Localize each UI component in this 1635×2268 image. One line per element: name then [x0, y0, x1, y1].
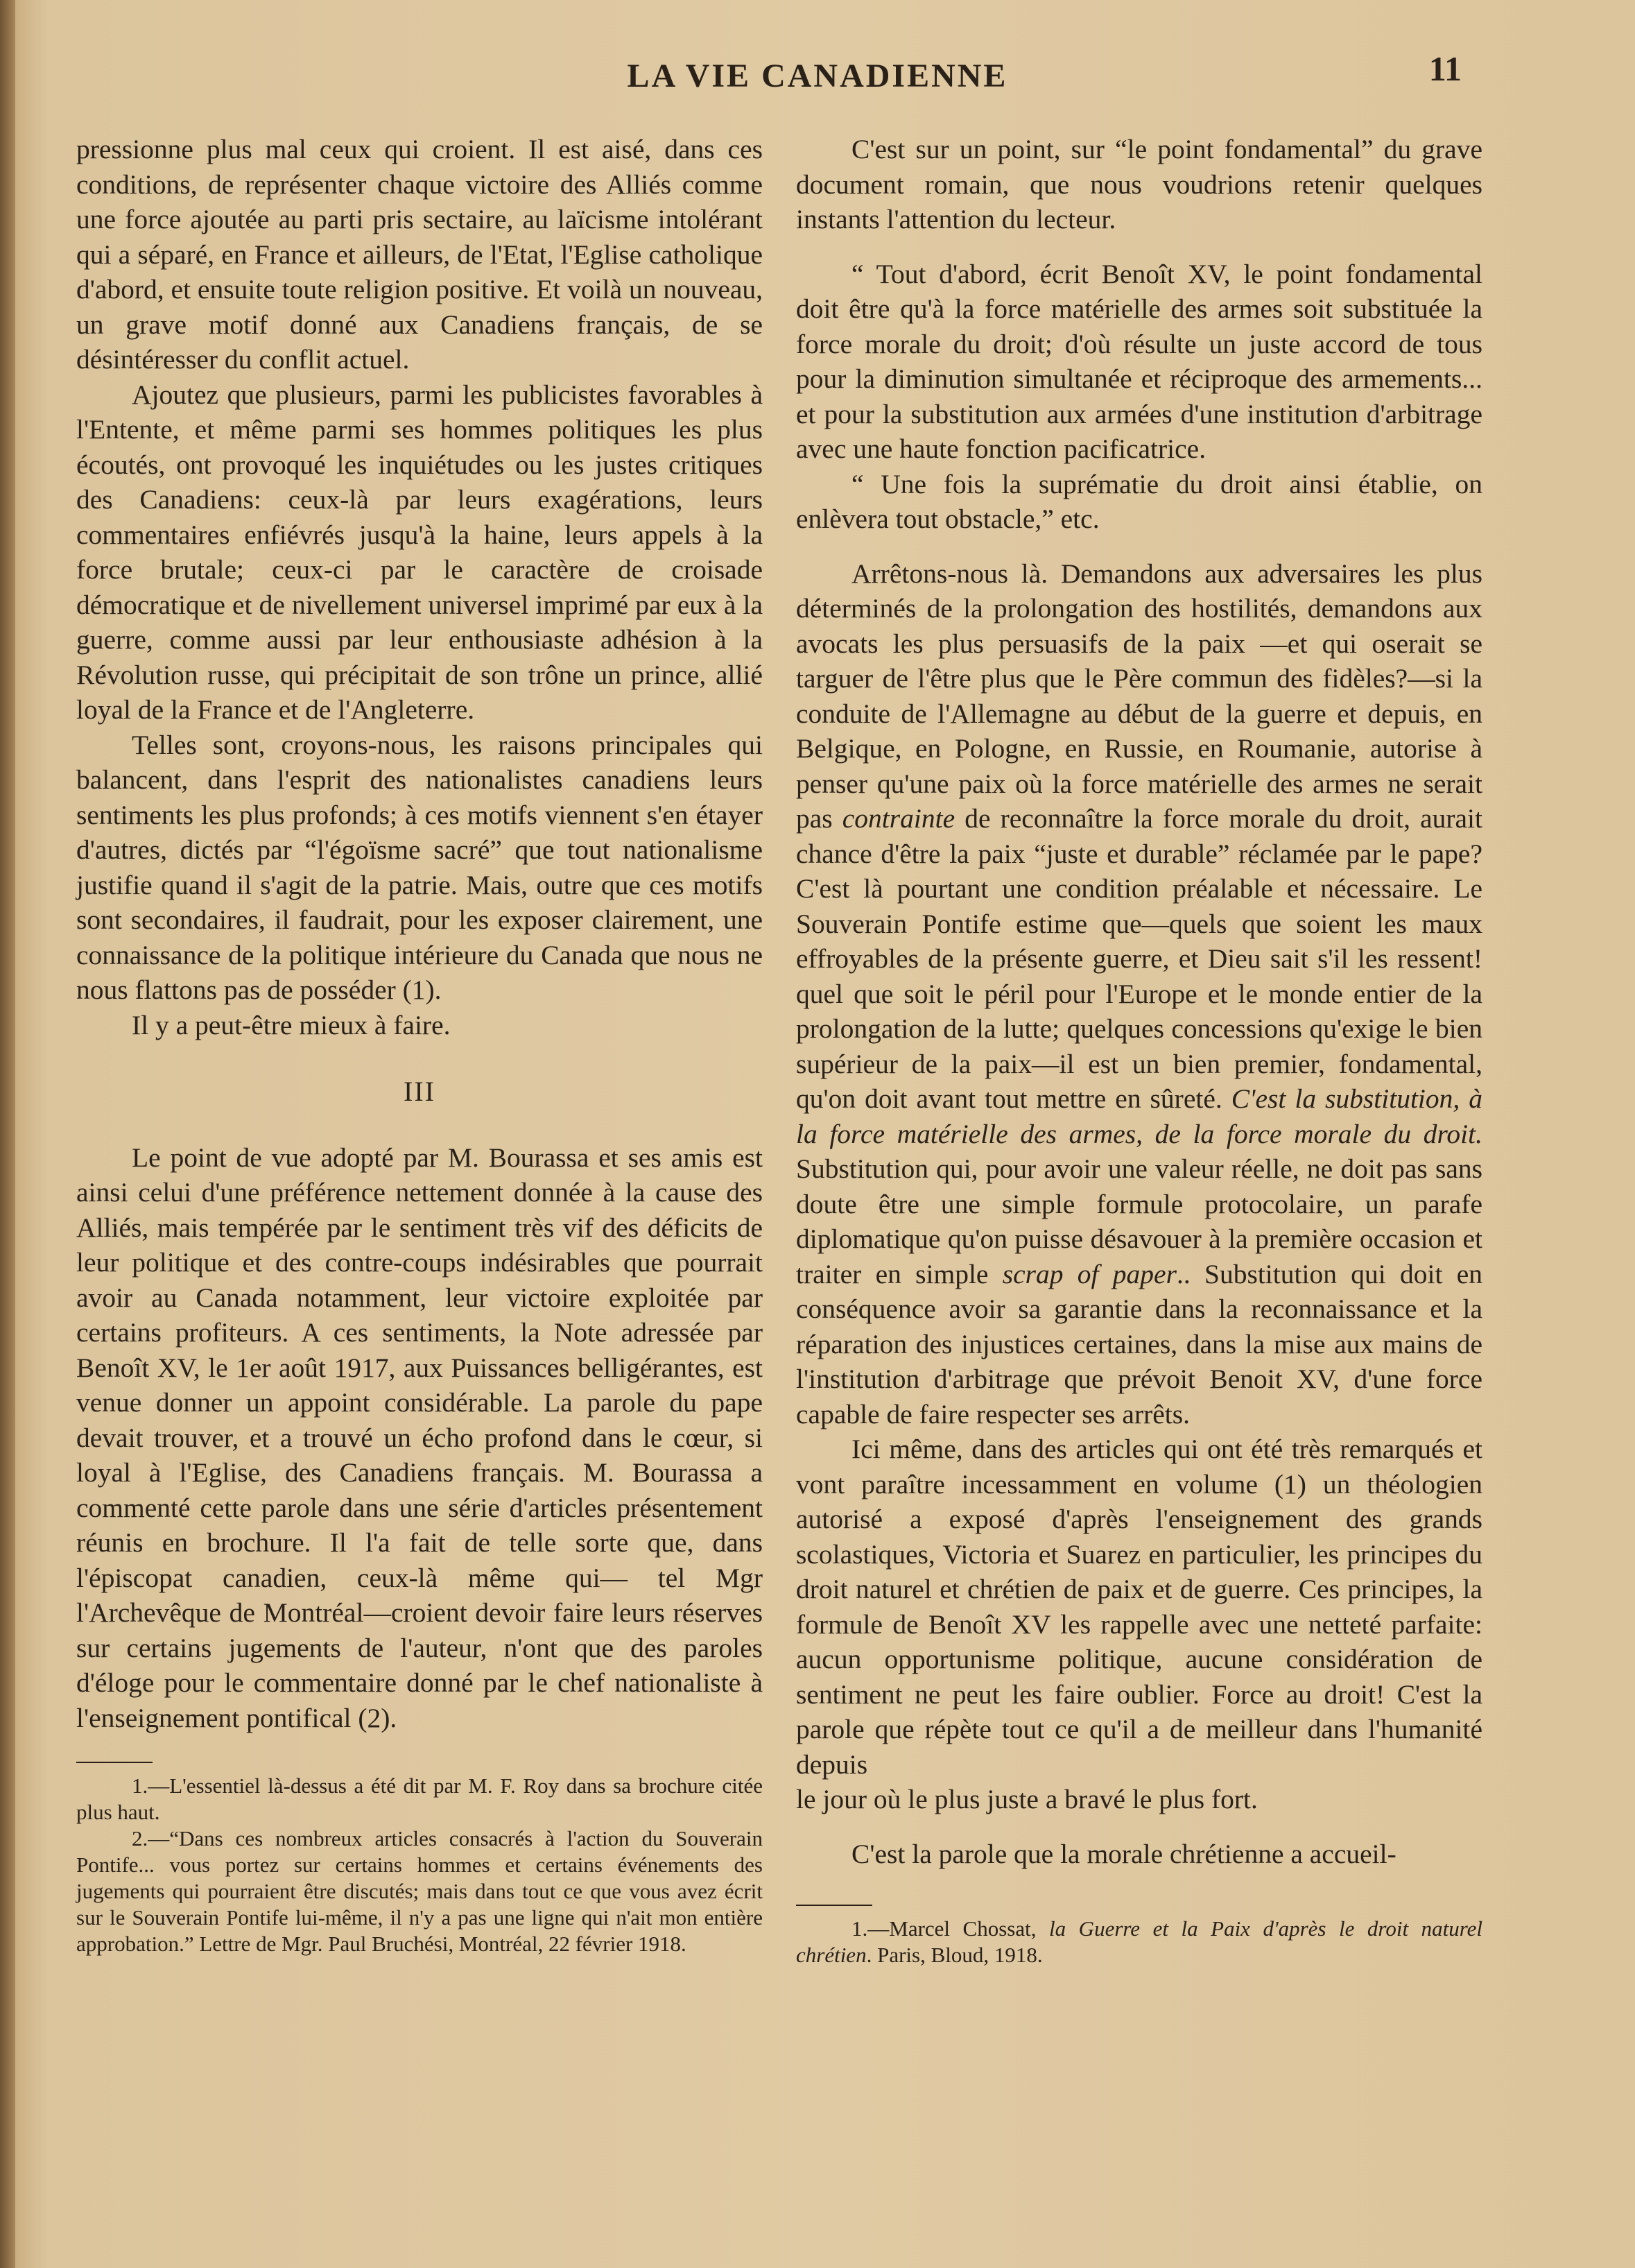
- running-head: LA VIE CANADIENNE: [627, 58, 1008, 94]
- paragraph: Le point de vue adopté par M. Bourassa et ses amis est ainsi celui d'une préférence nettement donnée à la cause des Alliés, mais tempérée par le sentiment très vif des déficits de leur politique et des contre-coups indésirables que pourrait avoir au Canada notamment, leur victoire exploitée par certains profiteurs. A ces sentiments, la Note adressée par Benoît XV, le 1er août 1917, aux Puissances belligérantes, est venue donner un appoint considérable. La parole du pape devait trouver, et a trouvé un écho profond dans le cœur, si loyal à l'Eglise, des Canadiens français. M. Bourassa a commenté cette parole dans une série d'articles présentement réunis en brochure. Il l'a fait de telle sorte que, dans l'épiscopat canadien, ceux-là même qui— tel Mgr l'Archevêque de Montréal—croient devoir faire leurs réserves sur certains jugements de l'auteur, n'ont que des paroles d'éloge pour le commentaire donné par le chef nationaliste à l'enseignement pontifical (2).: [76, 1142, 763, 1733]
- paragraph: C'est sur un point, sur “le point fondamental” du grave document romain, que nous voudrions retenir quelques instants l'attention du lecteur.: [796, 134, 1482, 234]
- footnote: 2.—“Dans ces nombreux articles consacrés à l'action du Souverain Pontife... vous portez sur certains hommes et certains événements des jugements qui pourraient être discutés; mais dans tout ce que vous avez écrit sur le Souverain Pontife lui-même, il n'y a pas une ligne qui n'ait mon entière approbation.” Lettre de Mgr. Paul Bruchési, Montréal, 22 février 1918.: [76, 1826, 763, 1956]
- paragraph: Ajoutez que plusieurs, parmi les publicistes favorables à l'Entente, et même parmi ses hommes politiques les plus écoutés, ont provoqué les inquiétudes ou les justes critiques des Canadiens: ceux-là par leurs exagérations, leurs commentaires enfiévrés jusqu'à la haine, leurs appels à la force brutale; ceux-ci par le caractère de croisade démocratique et de nivellement universel imprimé par eux à la guerre, comme aussi par leur enthousiaste adhésion à la Révolution russe, qui précipitait de son trône un prince, allié loyal de la France et de l'Angleterre.: [76, 379, 763, 725]
- left-column: [76, 132, 763, 1957]
- quotation-paragraph: “ Tout d'abord, écrit Benoît XV, le point fondamental doit être qu'à la force matérielle des armes soit substituée la force morale du droit; d'où résulte un juste accord de tous pour la diminution simultanée et réciproque des armements... et pour la substitution aux armées d'une institution d'arbitrage avec une haute fonction pacificatrice.: [796, 258, 1482, 464]
- text-run: 1.—Marcel Chossat,: [851, 1916, 1050, 1941]
- paragraph: Ici même, dans des articles qui ont été très remarqués et vont paraître incessamment en volume (1) un théologien autorisé a exposé d'après l'enseignement des grands scolastiques, Victoria et Suarez en particulier, les principes du droit naturel et chrétien de paix et de guerre. Ces principes, la formule de Benoît XV les rappelle avec une netteté parfaite: aucun opportunisme politique, aucune considération de sentiment ne peut les faire oublier. Force au droit! C'est la parole que répète tout ce qu'il a de meilleur dans l'humanité depuis: [796, 1434, 1482, 1780]
- quotation-paragraph: “ Une fois la suprématie du droit ainsi établie, on enlèvera tout obstacle,” etc.: [796, 468, 1482, 534]
- text-run: . Paris, Bloud, 1918.: [866, 1943, 1043, 1967]
- right-column: [796, 132, 1482, 1968]
- italic-run: C'est la substitution, à la force matérielle des armes, de la force morale du droit.: [796, 1083, 1482, 1149]
- paragraph: Il y a peut-être mieux à faire.: [132, 1009, 451, 1040]
- book-spine-shadow: [0, 0, 15, 2268]
- text-run: de reconnaître la force morale du droit, aurait chance d'être la paix “juste et durable” réclamée par le pape? C'est là pourtant une condition préalable et nécessaire. Le Souverain Pontife estime que—quels que soient les maux effroyables de la présente guerre, et Dieu sait s'il les ressent! quel que soit le péril pour l'Europe et le monde entier de la prolongation de la lutte; quelques concessions qu'exige le bien supérieur de la paix—il est un bien premier, fondamental, qu'on doit avant tout mettre en sûreté.: [796, 803, 1483, 1114]
- footnote-rule: [796, 1905, 872, 1906]
- italic-run: contrainte: [842, 803, 955, 834]
- text-run: Substitution qui, pour avoir une valeur réelle, ne doit pas sans doute être une simple formule protocolaire, un parafe diplomatique qu'on puisse désavouer à la première occasion et traiter en simple: [796, 1153, 1482, 1289]
- footnote-rule: [76, 1762, 153, 1763]
- section-number: III: [404, 1076, 435, 1107]
- footnote: [796, 1916, 1482, 1968]
- italic-run: la Guerre et la Paix d'après le droit naturel chrétien: [796, 1916, 1482, 1967]
- paragraph: Telles sont, croyons-nous, les raisons principales qui balancent, dans l'esprit des nationalistes canadiens leurs sentiments les plus profonds; à ces motifs viennent s'en étayer d'autres, dictés par “l'égoïsme sacré” que tout nationalisme justifie quand il s'agit de la patrie. Mais, outre que ces motifs sont secondaires, il faudrait, pour les exposer clairement, une connaissance de la politique intérieure du Canada que nous ne nous flattons pas de posséder (1).: [76, 729, 763, 1005]
- verse-line: le jour où le plus juste a bravé le plus fort.: [796, 1784, 1258, 1814]
- italic-run: scrap of paper: [1002, 1258, 1177, 1289]
- footnote: 1.—L'essentiel là-dessus a été dit par M. F. Roy dans sa brochure citée plus haut.: [76, 1773, 763, 1824]
- page-number: 11: [1428, 49, 1462, 88]
- paragraph: C'est la parole que la morale chrétienne a accueil-: [851, 1838, 1396, 1869]
- paragraph: [796, 556, 1482, 1432]
- paragraph: pressionne plus mal ceux qui croient. Il est aisé, dans ces conditions, de représenter chaque victoire des Alliés comme une force ajoutée au parti pris sectaire, au laïcisme intolérant qui a séparé, en France et ailleurs, de l'Etat, l'Eglise catholique d'abord, et ensuite toute religion positive. Et voilà un nouveau, un grave motif donné aux Canadiens français, de se désintéresser du conflit actuel.: [76, 134, 763, 375]
- text-run: Arrêtons-nous là. Demandons aux adversaires les plus déterminés de la prolongation des hostilités, demandons aux avocats les plus persuasifs de la paix —et qui oserait se targuer de l'être plus que le Père commun des fidèles?—si la conduite de l'Allemagne au début de la guerre et depuis, en Belgique, en Pologne, en Russie, en Roumanie, autorise à penser qu'une paix où la force matérielle des armes ne serait pas: [796, 558, 1482, 834]
- text-run: .. Substitution qui doit en conséquence avoir sa garantie dans la reconnaissance et la réparation des injustices certaines, dans la mise aux mains de l'institution d'arbitrage que prévoit Benoit XV, d'une force capable de faire respecter ses arrêts.: [796, 1258, 1483, 1429]
